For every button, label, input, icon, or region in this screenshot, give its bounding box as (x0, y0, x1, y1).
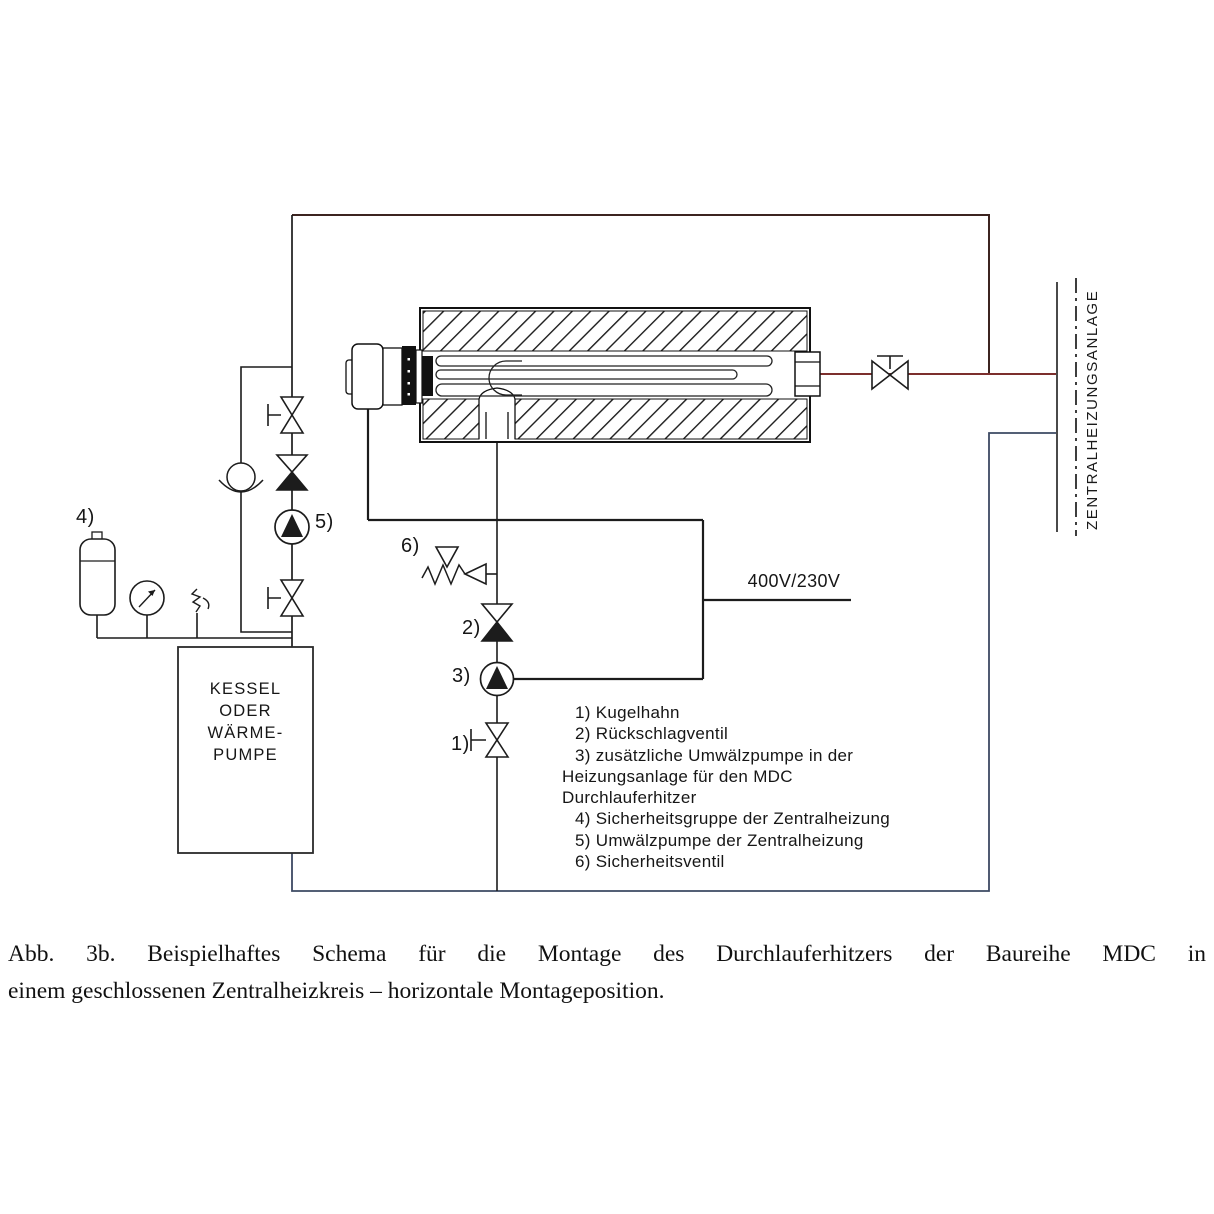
legend-line: 5) Umwälzpumpe der Zentralheizung (575, 830, 864, 850)
central-heating-interface-lines (1057, 278, 1076, 536)
legend-line: 2) Rückschlagventil (575, 724, 729, 744)
power-supply-label: 400V/230V (747, 571, 841, 591)
callout-5: 5) (315, 511, 334, 533)
shutoff-valve-upper (268, 397, 303, 433)
outlet-valve (872, 356, 908, 389)
boiler-label-line4: PUMPE (213, 746, 278, 764)
safety-valve-6 (422, 547, 497, 584)
boiler-label-line3: WÄRME- (207, 724, 284, 742)
legend-line: 1) Kugelhahn (575, 703, 680, 722)
check-valve-2 (482, 604, 512, 641)
central-heating-system-label: ZENTRALHEIZUNGSANLAGE (1084, 289, 1101, 530)
safety-group-manifold-pipe (97, 612, 292, 638)
shutoff-valve-lower (268, 580, 303, 616)
pressure-gauge (130, 581, 164, 615)
heater-insulation-bottom-right (515, 399, 807, 439)
boiler-label-line1: KESSEL (209, 680, 282, 698)
callout-6: 6) (401, 535, 420, 557)
heater-outlet-fitting (795, 352, 820, 396)
heater-insulation-bottom-left (423, 399, 479, 439)
legend (562, 702, 992, 872)
boiler-label-line2: ODER (219, 702, 272, 720)
callout-4: 4) (76, 506, 95, 528)
electrical-wiring (368, 408, 851, 679)
legend-line: 3) zusätzliche Umwälzpumpe in der (575, 745, 854, 765)
caption-line1: Abb. 3b. Beispielhaftes Schema für die Montage des Durchlauferhitzers der Baureihe MDC in (8, 941, 1206, 967)
callout-1: 1) (451, 733, 470, 755)
ball-valve-1 (471, 723, 508, 757)
bypass-gauge (219, 463, 263, 492)
heater-insulation-top (423, 311, 807, 351)
legend-line: 6) Sicherheitsventil (575, 852, 725, 872)
heater-element-head (346, 344, 433, 409)
check-valve-left (277, 455, 307, 490)
heater-assembly (346, 308, 820, 442)
circulation-pump-5 (275, 510, 309, 544)
circulation-pump-3 (481, 663, 514, 696)
legend-line: 4) Sicherheitsgruppe der Zentralheizung (575, 809, 891, 829)
expansion-vessel (80, 532, 115, 615)
callout-3: 3) (452, 665, 471, 687)
callout-2: 2) (462, 617, 481, 639)
caption-line2: einem geschlossenen Zentralheizkreis – horizontale Montageposition. (8, 978, 665, 1004)
legend-line: Heizungsanlage für den MDC (562, 766, 793, 786)
boiler-label (178, 678, 313, 766)
legend-line: Durchlauferhitzer (562, 788, 697, 808)
bypass-pipe (241, 367, 292, 632)
figure-caption (8, 936, 1206, 1010)
air-vent (192, 589, 209, 612)
